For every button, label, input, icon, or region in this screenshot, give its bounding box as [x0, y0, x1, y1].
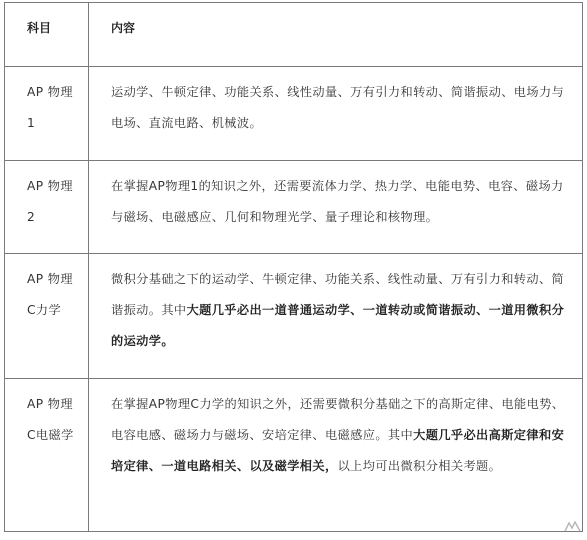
- table-row: [5, 254, 583, 379]
- header-content: 内容: [89, 3, 583, 67]
- subject-cell: [5, 254, 89, 379]
- subject-text: AP 物理C力学: [27, 272, 73, 317]
- subject-cell: [5, 161, 89, 254]
- watermark-logo-icon-graphic: [563, 520, 583, 534]
- subject-cell: [5, 67, 89, 161]
- syllabus-table: [4, 2, 583, 532]
- content-text: 在掌握AP物理1的知识之外，还需要流体力学、热力学、电能电势、电容、磁场力与磁场、电磁感应、几何和物理光学、量子理论和核物理。: [111, 179, 564, 224]
- table-header-row: [5, 3, 583, 67]
- table-row: [5, 161, 583, 254]
- content-text: [89, 254, 582, 357]
- content-cell: [89, 254, 583, 379]
- syllabus-table-container: [4, 2, 582, 532]
- table-row: [5, 379, 583, 532]
- content-cell: [89, 67, 583, 161]
- content-bold: 大题几乎必出一道普通运动学、一道转动或简谐振动、一道用微积分的运动学。: [111, 303, 565, 348]
- content-cell: [89, 379, 583, 532]
- content-text: [89, 379, 582, 482]
- subject-text: AP 物理C电磁学: [27, 397, 74, 442]
- content-after: 以上均可出微积分相关考题。: [337, 459, 502, 473]
- content-text: 运动学、牛顿定律、功能关系、线性动量、万有引力和转动、简谐振动、电场力与电场、直流电路、机械波。: [111, 85, 565, 130]
- header-subject: 科目: [5, 3, 89, 67]
- watermark-logo-icon: [563, 520, 583, 534]
- subject-cell: [5, 379, 89, 532]
- content-plain: 在掌握AP物理C力学的知识之外，还需要微积分基础之下的高斯定律、电能电势、电容电感、磁场力与磁场、安培定律、电磁感应。其中: [111, 397, 565, 442]
- content-cell: [89, 161, 583, 254]
- content-bold: 大题几乎必出高斯定律和安培定律、一道电路相关、以及磁学相关，: [111, 428, 565, 473]
- subject-text: AP 物理1: [27, 85, 73, 130]
- subject-text: AP 物理2: [27, 179, 73, 224]
- content-plain: 微积分基础之下的运动学、牛顿定律、功能关系、线性动量、万有引力和转动、简谐振动。其中: [111, 272, 565, 317]
- table-row: [5, 67, 583, 161]
